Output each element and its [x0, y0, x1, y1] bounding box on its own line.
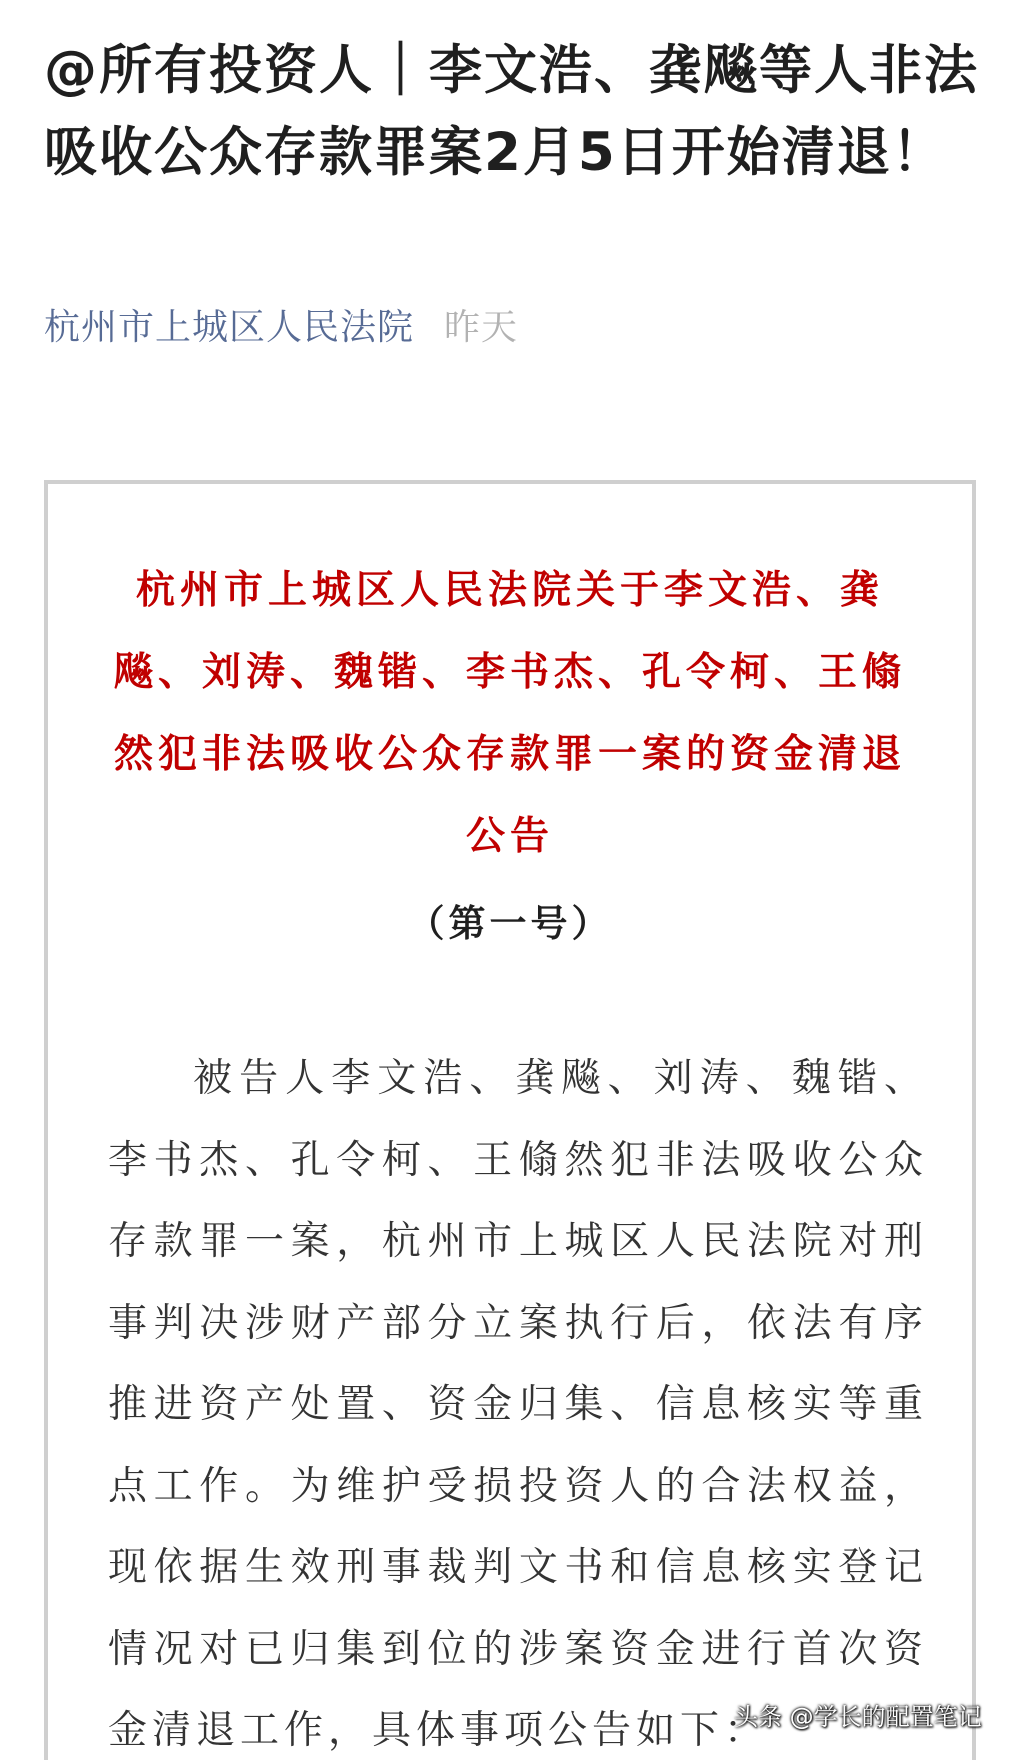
notice-body-paragraph: 被告人李文浩、龚飚、刘涛、魏锴、李书杰、孔令柯、王翛然犯非法吸收公众存款罪一案，杭州市上城区人民法院对刑事判决涉财产部分立案执行后，依法有序推进资产处置、资金归集、信息核实等重点工作。为维护受损投资人的合法权益，现依据生效刑事裁判文书和信息核实登记情况对已归集到位的涉案资金进行首次资金清退工作，具体事项公告如下：	[108, 1056, 928, 1753]
notice-heading: 杭州市上城区人民法院关于李文浩、龚飚、刘涛、魏锴、李书杰、孔令柯、王翛然犯非法吸收公众存款罪一案的资金清退公告	[113, 568, 906, 859]
watermark: 头条 @学长的配置笔记	[734, 1703, 982, 1731]
notice-number: （第一号）	[407, 902, 613, 945]
notice-image-frame	[44, 480, 976, 1760]
article-meta	[44, 298, 518, 358]
account-name-link[interactable]: 杭州市上城区人民法院	[44, 307, 415, 348]
article-title: @所有投资人｜李文浩、龚飚等人非法吸收公众存款罪案2月5日开始清退！	[44, 40, 979, 183]
publish-time: 昨天	[444, 307, 519, 348]
